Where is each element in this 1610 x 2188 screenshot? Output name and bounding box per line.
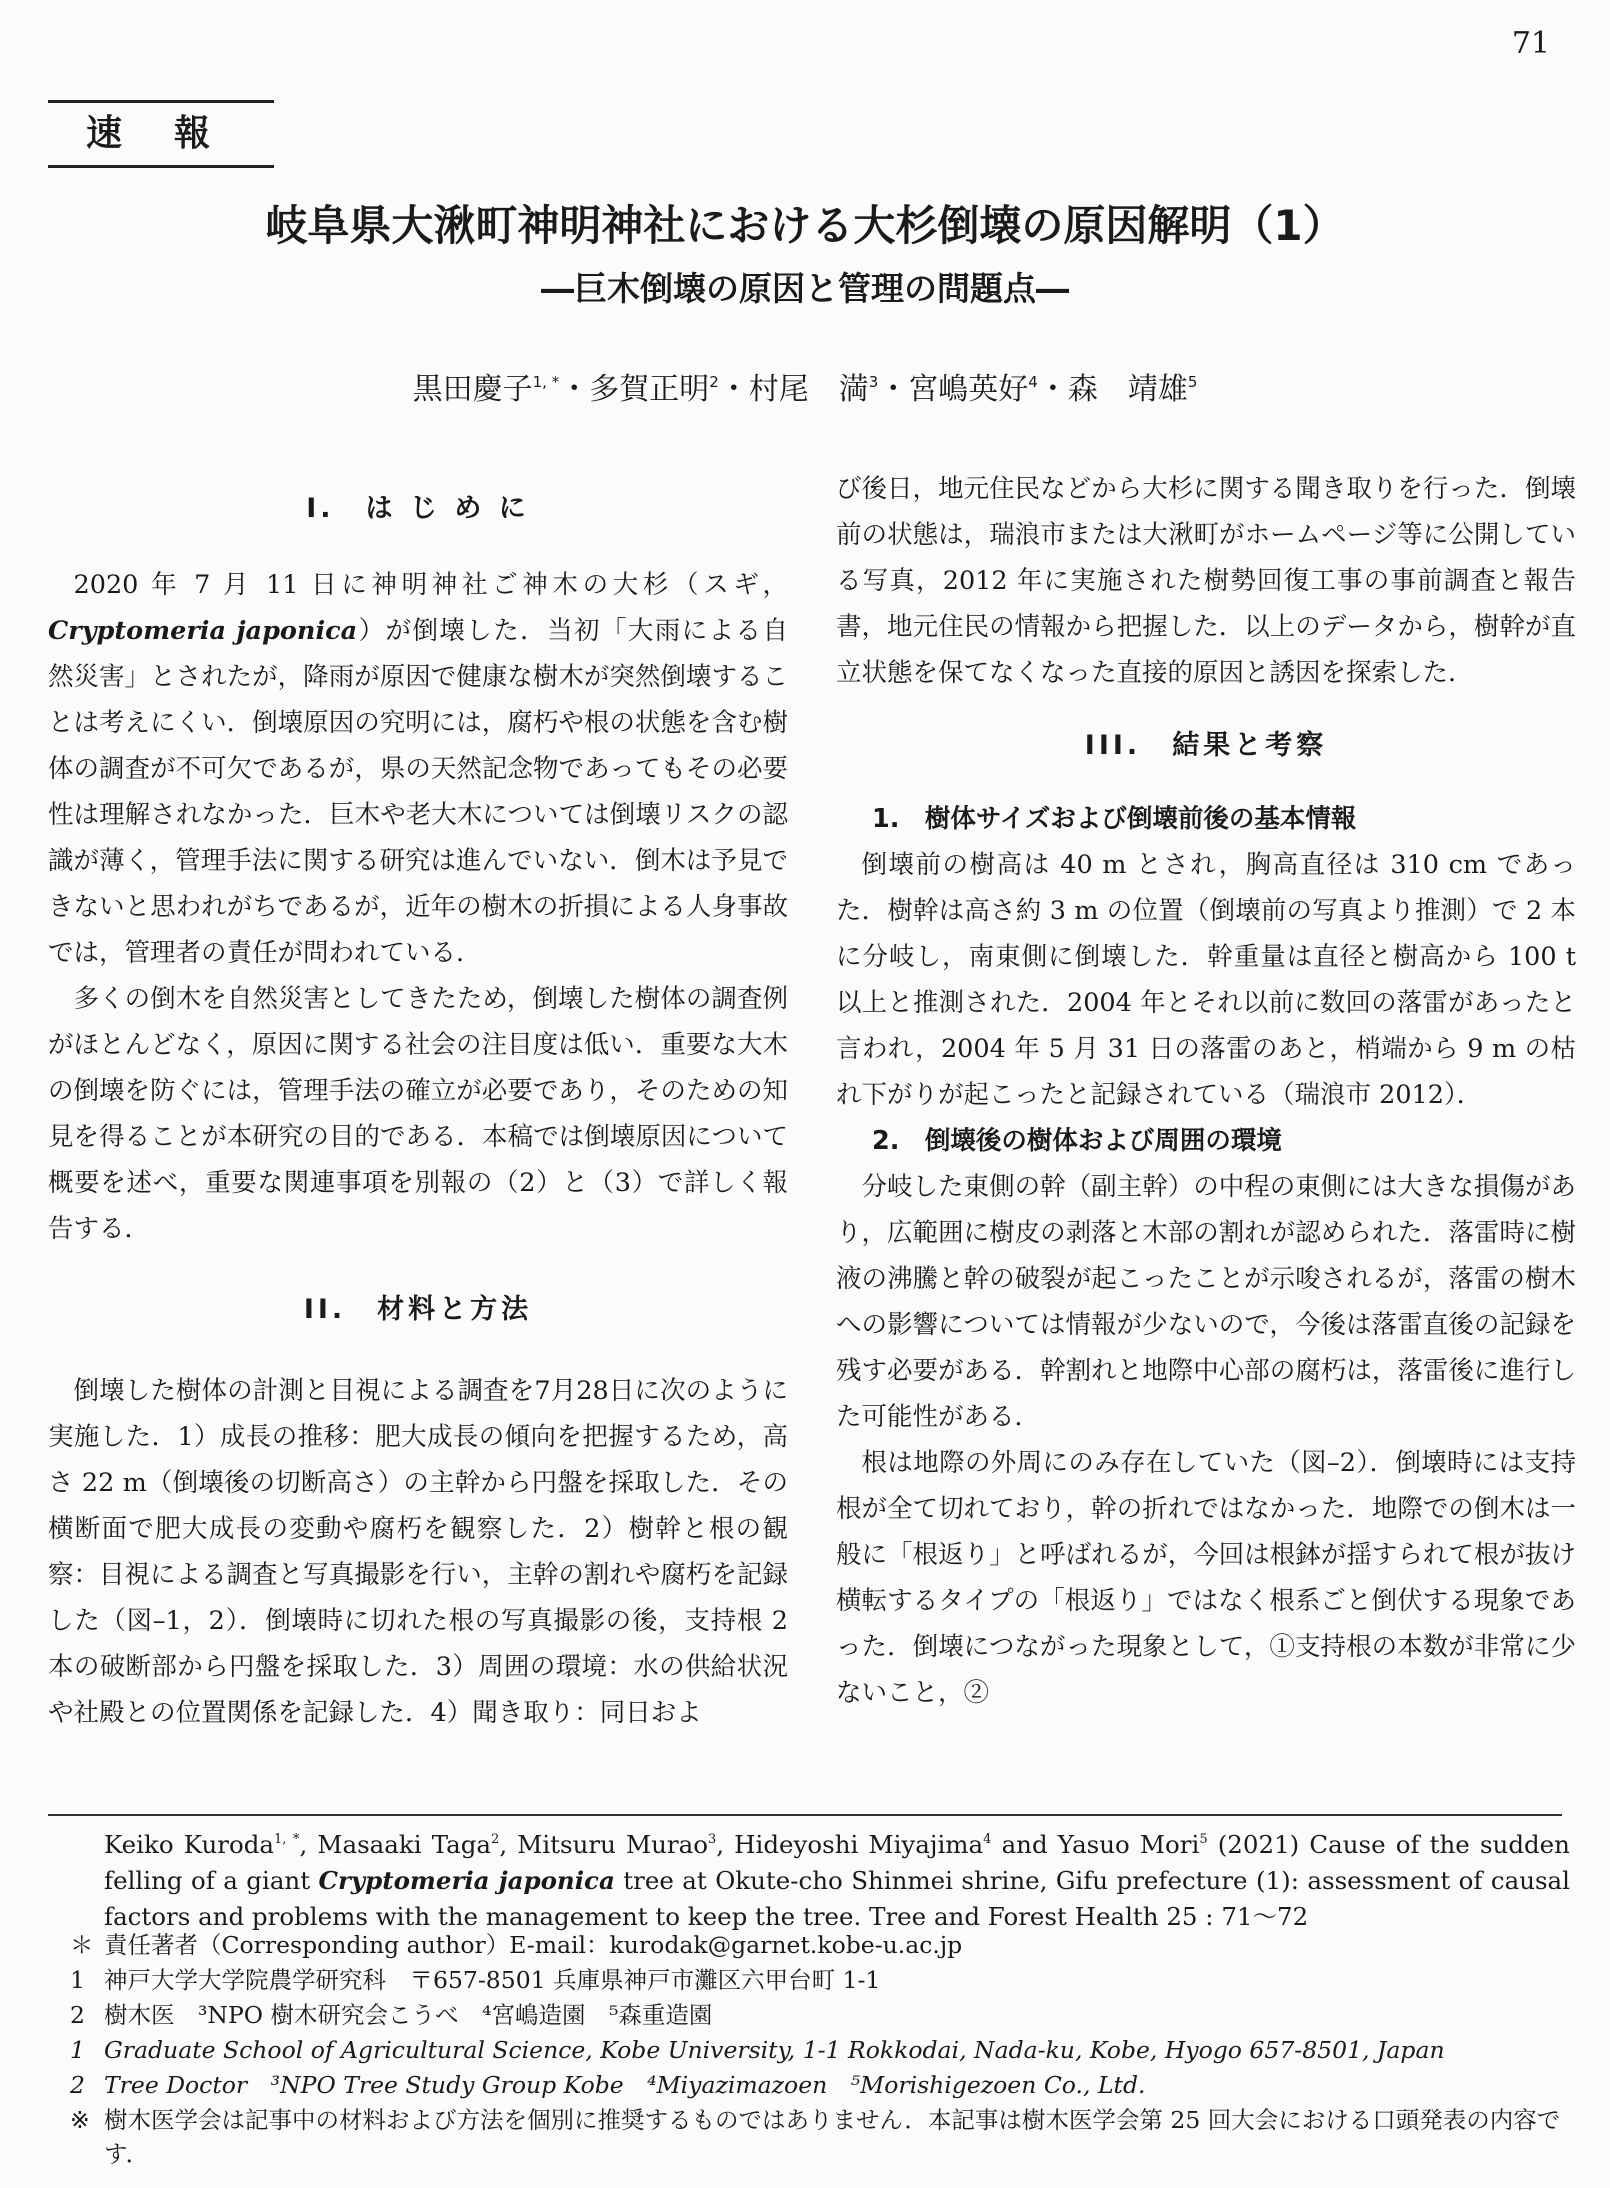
body-column-left [48, 462, 788, 1736]
article-subtitle: ―巨木倒壊の原因と管理の問題点― [541, 269, 1069, 308]
page-number: 71 [1511, 26, 1550, 61]
author-name: 黒田慶子 [412, 372, 533, 407]
author-affiliation-mark: 5 [1187, 373, 1198, 391]
paragraph: 倒壊前の樹高は 40 m とされ，胸高直径は 310 cm であった．樹幹は高さ約 3 m の位置（倒壊前の写真より推測）で 2 本に分岐し，南東側に倒壊した．幹重量は直径と樹高から 100 t 以上と推測された．2004 年とそれ以前に数回の落雷があったと言われ，2004 年 5 月 31 日の落雷のあと，梢端から 9 m の枯れ下がりが起こったと記録されている（瑞浪市 2012）． [836, 850, 1576, 1110]
author-affiliation-mark: 4 [1028, 373, 1038, 391]
author-name: 森 靖雄 [1067, 372, 1188, 407]
species-name: Cryptomeria japonica [318, 1866, 615, 1895]
footnote-affiliation-english: 2 Tree Doctor ³NPO Tree Study Group Kobe ⁴Miyazimazoen ⁵Morishigezoen Co., Ltd. [70, 2071, 1146, 2099]
section-heading-results: III. 結果と考察 [1084, 730, 1328, 761]
author-name: 村尾 満 [748, 372, 869, 407]
paragraph: 根は地際の外周にのみ存在していた（図–2）．倒壊時には支持根が全て切れており，幹の折れではなかった．地際での倒木は一般に「根返り」と呼ばれるが，今回は根鉢が揺すられて根が抜け横転するタイプの「根返り」ではなく根系ごと倒伏する現象であった．倒壊につながった現象として，①支持根の本数が非常に少ないこと，② [836, 1448, 1576, 1708]
footnote-disclaimer: ※ 樹木医学会は記事中の材料および方法を個別に推奨するものではありません．本記事は樹木医学会第 25 回大会における口頭発表の内容です． [70, 2106, 1561, 2168]
subsection-heading: 1. 樹体サイズおよび倒壊前後の基本情報 [872, 804, 1357, 834]
author-affiliation-mark: 1, * [532, 373, 560, 391]
section-heading-methods: II. 材料と方法 [303, 1294, 533, 1325]
english-citation: Keiko Kuroda$^{1, *}$, Masaaki Taga$^2$, Mitsuru Murao$^3$, Hideyoshi Miyajima$^4$ and Yasuo Mori$^5$ (2021) Cause of the sudden felling of a giant Cryptomeria japonica tree at Okute-cho Shinmei shrine, Gifu prefecture (1): assessment of causal factors and problems with the management to keep the tree. Tree and Forest Health 25 : 71～72 [104, 1830, 1570, 1931]
author-affiliation-mark: 2 [709, 373, 719, 391]
subsection-heading: 2. 倒壊後の樹体および周囲の環境 [872, 1126, 1282, 1156]
section-label: 速報 [48, 100, 274, 168]
body-column-right [836, 466, 1576, 1716]
paragraph: び後日，地元住民などから大杉に関する聞き取りを行った．倒壊前の状態は，瑞浪市または大湫町がホームページ等に公開している写真，2012 年に実施された樹勢回復工事の事前調査と報告書，地元住民の情報から把握した．以上のデータから，樹幹が直立状態を保てなくなった直接的原因と誘因を探索した． [836, 474, 1576, 688]
footnote-affiliation: 1 神戸大学大学院農学研究科 〒657-8501 兵庫県神戸市灘区六甲台町 1-1 [70, 1966, 881, 1994]
author-name: 多賀正明 [589, 372, 710, 407]
author-name: 宮嶋英好 [908, 372, 1029, 407]
article-title: 岐阜県大湫町神明神社における大杉倒壊の原因解明（1） [265, 201, 1345, 250]
footnote-divider [48, 1814, 1562, 1816]
paragraph: 倒壊した樹体の計測と目視による調査を7月28日に次のように実施した．1）成長の推移：肥大成長の傾向を把握するため，高さ 22 m（倒壊後の切断高さ）の主幹から円盤を採取した．その横断面で肥大成長の変動や腐朽を観察した．2）樹幹と根の観察：目視による調査と写真撮影を行い，主幹の割れや腐朽を記録した（図–1，2）．倒壊時に切れた根の写真撮影の後，支持根 2 本の破断部から円盤を採取した．3）周囲の環境：水の供給状況や社殿との位置関係を記録した．4）聞き取り：同日およ [48, 1376, 788, 1728]
footnote-affiliation-english: 1 Graduate School of Agricultural Science, Kobe University, 1-1 Rokkodai, Nada-ku, Kobe, Hyogo 657-8501, Japan [70, 2036, 1445, 2064]
footnote-affiliation: 2 樹木医 ³NPO 樹木研究会こうべ ⁴宮嶋造園 ⁵森重造園 [70, 2001, 713, 2029]
paragraph: 分岐した東側の幹（副主幹）の中程の東側には大きな損傷があり，広範囲に樹皮の剥落と木部の割れが認められた．落雷時に樹液の沸騰と幹の破裂が起こったことが示唆されるが，落雷の樹木への影響については情報が少ないので，今後は落雷直後の記録を残す必要がある．幹割れと地際中心部の腐朽は，落雷後に進行した可能性がある． [836, 1172, 1576, 1432]
species-name: Cryptomeria japonica [48, 616, 358, 646]
author-affiliation-mark: 3 [868, 373, 879, 391]
paragraph: 多くの倒木を自然災害としてきたため，倒壊した樹体の調査例がほとんどなく，原因に関する社会の注目度は低い．重要な大木の倒壊を防ぐには，管理手法の確立が必要であり，そのための知見を得ることが本研究の目的である．本稿では倒壊原因について概要を述べ，重要な関連事項を別報の（2）と（3）で詳しく報告する． [48, 984, 788, 1244]
footnote-corresponding: ＊ 責任著者（Corresponding author）E-mail：kurodak@garnet.kobe-u.ac.jp [70, 1931, 963, 1959]
author-list: 黒田慶子$^{1, *}$・多賀正明$^2$・村尾 満$^3$・宮嶋英好$^4$・森 靖雄$^5$ [412, 372, 1198, 407]
section-heading-introduction: I. は じ め に [306, 493, 530, 524]
paragraph: 2020 年 7 月 11 日に神明神社ご神木の大杉（スギ，Cryptomeria japonica）が倒壊した．当初「大雨による自然災害」とされたが，降雨が原因で健康な樹木が突然倒壊することは考えにくい．倒壊原因の究明には，腐朽や根の状態を含む樹体の調査が不可欠であるが，県の天然記念物であってもその必要性は理解されなかった．巨木や老大木については倒壊リスクの認識が薄く，管理手法に関する研究は進んでいない．倒木は予見できないと思われがちであるが，近年の樹木の折損による人身事故では，管理者の責任が問われている． [48, 570, 788, 968]
